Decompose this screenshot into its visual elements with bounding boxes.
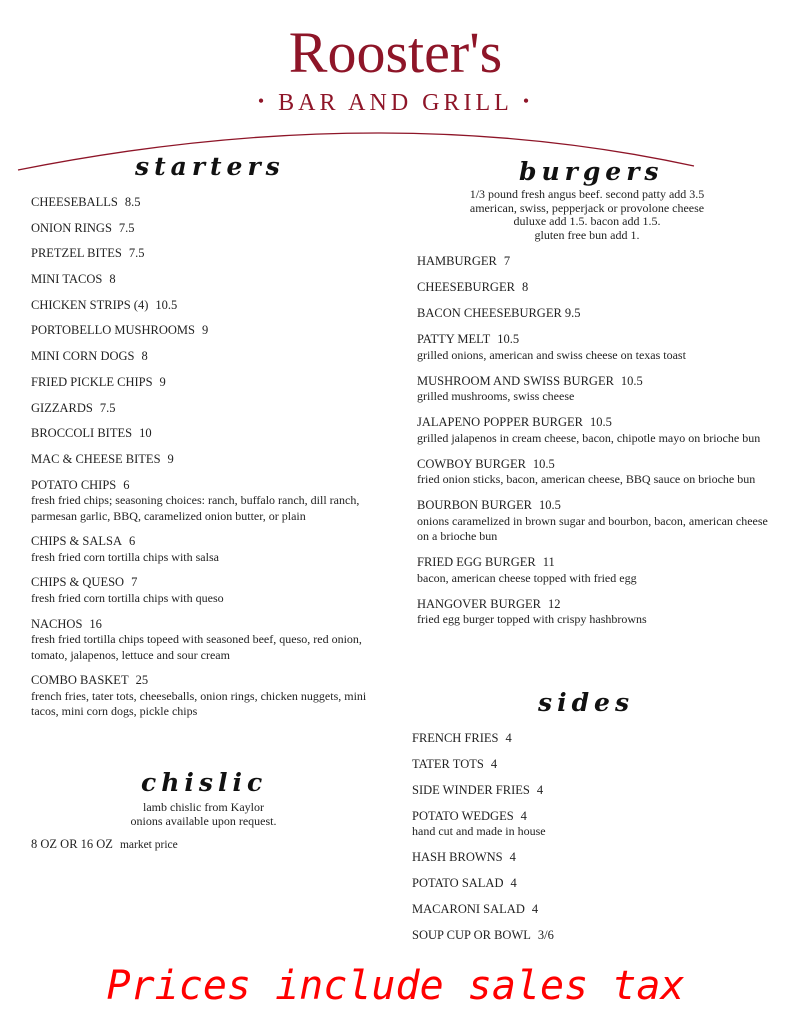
item-description: french fries, tater tots, cheeseballs, onion rings, chicken nuggets, mini tacos, mini corn dogs, pickle chips — [31, 688, 367, 719]
starter-item — [31, 272, 386, 288]
item-description: grilled jalapenos in cream cheese, bacon, chipotle mayo on brioche bun — [417, 430, 761, 445]
item-price: 4 — [531, 901, 539, 916]
burger-item — [417, 306, 777, 322]
item-name: MINI CORN DOGS — [31, 349, 135, 364]
item-price: 25 — [135, 673, 149, 688]
item-price: 10.5 — [155, 297, 178, 312]
starter-item — [31, 221, 386, 237]
item-name: NACHOS — [31, 616, 83, 631]
item-price: 3/6 — [537, 927, 554, 942]
item-price: 4 — [490, 756, 498, 771]
item-price: 10.5 — [532, 456, 555, 471]
item-description: fried egg burger topped with crispy hashbrowns — [417, 612, 647, 626]
note-line: american, swiss, pepperjack or provolone cheese — [469, 200, 705, 215]
burger-item — [417, 555, 777, 586]
item-name: FRENCH FRIES — [412, 731, 499, 745]
side-item — [412, 731, 772, 747]
starter-item — [31, 323, 386, 339]
note-line: gluten free bun add 1. — [534, 227, 640, 242]
starter-item — [31, 375, 386, 391]
item-price: 7 — [503, 254, 511, 268]
item-name: PORTOBELLO MUSHROOMS — [31, 323, 195, 338]
item-description: fresh fried corn tortilla chips with salsa — [31, 549, 219, 564]
note-line: lamb chislic from Kaylor — [143, 800, 264, 814]
side-item — [412, 876, 772, 892]
item-name: COWBOY BURGER — [417, 456, 526, 471]
item-name: CHIPS & SALSA — [31, 534, 122, 549]
item-price: 9 — [201, 323, 209, 338]
side-item — [412, 902, 772, 918]
burger-item — [417, 498, 777, 545]
item-price: 4 — [520, 808, 527, 823]
item-price: 10.5 — [497, 332, 520, 346]
note-line: duluxe add 1.5. bacon add 1.5. — [513, 214, 661, 228]
item-name: BACON CHEESEBURGER — [417, 306, 562, 320]
side-item — [412, 809, 772, 840]
side-item — [412, 757, 772, 773]
item-description: fresh fried tortilla chips topeed with seasoned beef, queso, red onion, tomato, jalapenos, lettuce and sour cream — [31, 632, 362, 662]
item-name: FRIED PICKLE CHIPS — [31, 374, 153, 389]
item-name: COMBO BASKET — [31, 673, 129, 688]
starter-item — [31, 575, 386, 606]
sides-title: sides — [538, 688, 635, 717]
starter-item — [31, 617, 386, 664]
item-name: POTATO WEDGES — [412, 808, 514, 823]
item-price: 10 — [139, 426, 152, 441]
item-description: grilled onions, american and swiss cheese on texas toast — [417, 347, 686, 362]
item-price: 7.5 — [99, 400, 116, 415]
item-price: 4 — [536, 782, 544, 797]
item-price: 10.5 — [538, 498, 561, 512]
item-name: CHEESEBURGER — [417, 280, 515, 294]
item-name: PRETZEL BITES — [31, 246, 122, 261]
item-name: POTATO SALAD — [412, 875, 504, 890]
tagline-text: BAR AND GRILL — [278, 90, 513, 116]
item-price: 8.5 — [124, 195, 141, 209]
chislic-section — [31, 768, 386, 854]
note-line: onions available upon request. — [130, 813, 277, 828]
item-name: CHEESEBALLS — [31, 195, 118, 209]
item-price: 12 — [547, 596, 561, 611]
starter-item — [31, 426, 386, 442]
item-price: 7 — [131, 575, 138, 590]
sides-section — [412, 688, 772, 943]
burger-item — [417, 415, 777, 446]
item-price: 4 — [509, 850, 516, 865]
starter-item — [31, 452, 386, 468]
item-name: HAMBURGER — [417, 254, 497, 268]
burger-item — [417, 254, 777, 270]
item-price: 10.5 — [590, 415, 612, 429]
item-price: 8 — [109, 272, 116, 287]
item-description: grilled mushrooms, swiss cheese — [417, 389, 575, 403]
starters-section — [31, 152, 386, 720]
item-name: MACARONI SALAD — [412, 901, 525, 916]
starter-item — [31, 401, 386, 417]
item-name: BROCCOLI BITES — [31, 426, 133, 441]
burgers-section — [417, 157, 777, 628]
item-name: CHIPS & QUESO — [31, 575, 125, 590]
item-price: 9 — [167, 451, 174, 466]
burger-item — [417, 597, 777, 628]
item-price: 6 — [123, 477, 130, 492]
burger-item — [417, 457, 777, 488]
item-price: 8 — [141, 349, 148, 364]
item-name: PATTY MELT — [417, 332, 491, 346]
burgers-title: burgers — [519, 157, 664, 186]
burger-item — [417, 374, 777, 405]
starter-item — [31, 534, 386, 565]
note-line: 1/3 pound fresh angus beef. second patty add 3.5 — [469, 187, 705, 201]
starter-item — [31, 246, 386, 262]
item-description: fresh fried chips; seasoning choices: ranch, buffalo ranch, dill ranch, parmesan garlic, BBQ, caramelized onion butter, or plain — [31, 493, 360, 523]
item-name: CHICKEN STRIPS (4) — [31, 297, 149, 312]
item-price: 11 — [542, 555, 555, 569]
item-price: 8 — [521, 280, 529, 294]
sides-list — [412, 731, 772, 943]
chislic-note — [31, 801, 376, 828]
item-price: 9 — [159, 374, 166, 389]
item-price: 6 — [129, 534, 136, 549]
item-name: GIZZARDS — [31, 400, 93, 415]
dot-left-icon: • — [257, 91, 269, 111]
starter-item — [31, 298, 386, 314]
side-item — [412, 783, 772, 799]
item-price: 7.5 — [118, 220, 135, 235]
starter-item — [31, 478, 386, 525]
item-description: onions caramelized in brown sugar and bourbon, bacon, american cheese on a brioche bun — [417, 513, 768, 543]
chislic-item — [31, 837, 386, 854]
item-name: TATER TOTS — [412, 756, 484, 771]
burgers-list — [417, 254, 777, 628]
item-price: 16 — [89, 616, 102, 631]
starters-title: starters — [135, 152, 285, 181]
item-name: POTATO CHIPS — [31, 477, 117, 492]
restaurant-tagline — [0, 86, 791, 118]
side-item — [412, 850, 772, 866]
burger-item — [417, 280, 777, 296]
item-name: FRIED EGG BURGER — [417, 555, 536, 569]
item-name: JALAPENO POPPER BURGER — [417, 415, 584, 429]
item-description: hand cut and made in house — [412, 824, 546, 839]
starter-item — [31, 195, 386, 211]
starter-item — [31, 673, 386, 720]
item-name: HASH BROWNS — [412, 850, 503, 865]
item-price: 10.5 — [620, 373, 643, 388]
item-name: HANGOVER BURGER — [417, 596, 541, 611]
burger-item — [417, 332, 777, 363]
item-description: bacon, american cheese topped with fried egg — [417, 570, 637, 585]
sales-tax-notice: Prices include sales tax — [106, 963, 685, 1009]
dot-right-icon: • — [522, 91, 534, 111]
restaurant-name: Rooster's — [288, 20, 503, 85]
item-name: SOUP CUP OR BOWL — [412, 927, 531, 942]
item-price: 4 — [505, 731, 512, 745]
burgers-note — [417, 188, 757, 242]
item-description: fried onion sticks, bacon, american cheese, BBQ sauce on brioche bun — [417, 472, 756, 486]
item-name: MUSHROOM AND SWISS BURGER — [417, 373, 614, 388]
item-name: 8 OZ OR 16 OZ — [31, 837, 113, 851]
starter-item — [31, 349, 386, 365]
item-description: fresh fried corn tortilla chips with queso — [31, 590, 224, 605]
item-name: BOURBON BURGER — [417, 498, 532, 512]
item-name: SIDE WINDER FRIES — [412, 782, 530, 797]
item-price: 9.5 — [564, 306, 581, 320]
item-name: MINI TACOS — [31, 272, 103, 287]
starters-list — [31, 195, 386, 720]
item-price: market price — [119, 839, 178, 851]
item-name: ONION RINGS — [31, 220, 112, 235]
item-price: 7.5 — [128, 246, 145, 261]
item-name: MAC & CHEESE BITES — [31, 451, 161, 466]
item-price: 4 — [510, 875, 517, 890]
chislic-title: chislic — [141, 768, 268, 797]
side-item — [412, 928, 772, 944]
